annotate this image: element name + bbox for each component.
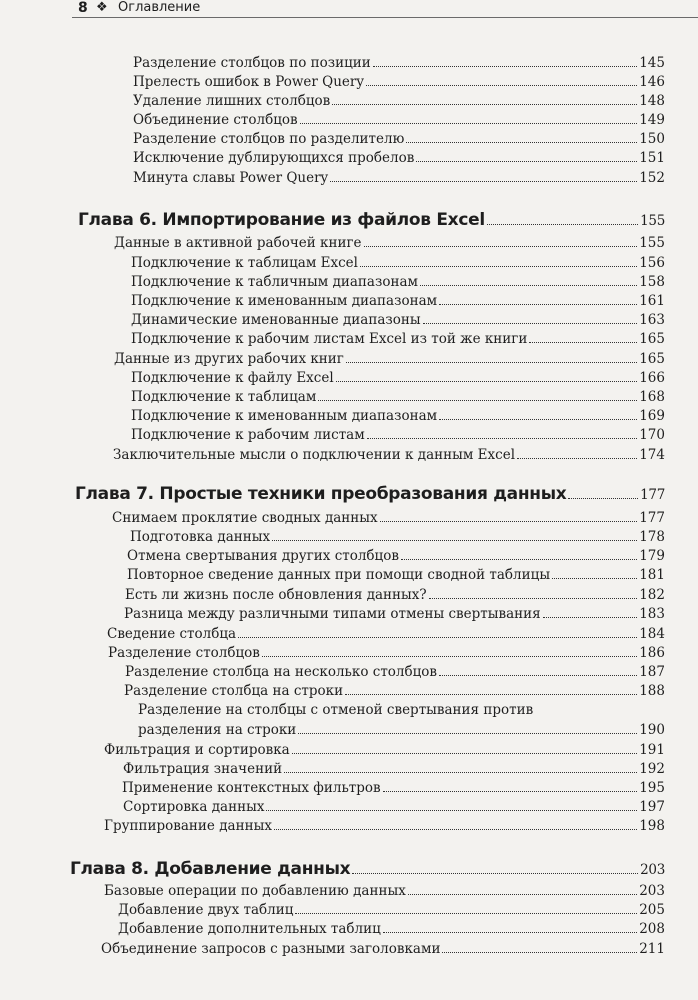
toc-page-number: 168 <box>639 389 665 405</box>
dot-leader <box>336 381 638 382</box>
dot-leader <box>439 419 637 420</box>
toc-page-number: 148 <box>639 93 665 109</box>
toc-page-number: 178 <box>639 529 665 545</box>
toc-entry-title: Фильтрация и сортировка <box>104 742 290 758</box>
dot-leader <box>298 733 637 734</box>
toc-page-number: 203 <box>639 883 665 899</box>
toc-entry <box>133 55 665 71</box>
toc-page-number: 163 <box>639 312 665 328</box>
toc-page-number: 145 <box>639 55 665 71</box>
toc-entry <box>130 529 665 545</box>
dot-leader <box>300 123 638 124</box>
toc-page-number: 149 <box>639 112 665 128</box>
toc-page-number: 182 <box>639 587 665 603</box>
toc-entry <box>131 255 665 271</box>
dot-leader <box>408 894 637 895</box>
dot-leader <box>420 285 637 286</box>
dot-leader <box>330 181 637 182</box>
toc-page-number: 155 <box>639 235 665 251</box>
toc-entry-title: Объединение запросов с разными заголовками <box>101 941 441 957</box>
toc-entry <box>124 606 665 622</box>
toc-page-number: 197 <box>639 799 665 815</box>
toc-entry-title: Применение контекстных фильтров <box>122 780 381 796</box>
toc-entry <box>118 902 665 918</box>
toc-page-number: 198 <box>639 818 665 834</box>
toc-page-number: 177 <box>640 487 665 503</box>
toc-entry <box>114 351 665 367</box>
toc-entry <box>131 331 665 347</box>
toc-entry-title: разделения на строки <box>138 722 297 738</box>
chapter-title: Глава 6. Импортирование из файлов Excel <box>78 210 485 230</box>
toc-page-number: 191 <box>639 742 665 758</box>
header-rule <box>72 17 698 18</box>
toc-entry <box>112 510 665 526</box>
toc-page-number: 187 <box>639 664 665 680</box>
toc-entry <box>104 883 665 899</box>
dot-leader <box>552 578 637 579</box>
toc-page-number: 203 <box>640 862 665 878</box>
running-head <box>0 0 698 22</box>
dot-leader <box>543 617 638 618</box>
toc-entry-title: Снимаем проклятие сводных данных <box>112 510 378 526</box>
toc-entry-title: Подключение к именованным диапазонам <box>131 293 438 309</box>
toc-page-number: 181 <box>639 567 665 583</box>
toc-entry-title: Разделение столбцов по разделителю <box>133 131 405 147</box>
toc-entry <box>108 645 665 661</box>
dot-leader <box>295 913 637 914</box>
toc-entry <box>133 74 665 90</box>
toc-page-number: 165 <box>639 331 665 347</box>
toc-entry-title: Повторное сведение данных при помощи сводной таблицы <box>127 567 551 583</box>
toc-entry-title: Группирование данных <box>104 818 272 834</box>
page-number: 8 <box>78 0 88 16</box>
toc-entry <box>125 587 665 603</box>
dot-leader <box>423 323 638 324</box>
dot-leader <box>517 458 637 459</box>
dot-leader <box>262 656 637 657</box>
toc-entry-title: Есть ли жизнь после обновления данных? <box>125 587 427 603</box>
dot-leader <box>274 829 637 830</box>
toc-entry <box>101 941 665 957</box>
dot-leader <box>292 753 638 754</box>
toc-entry-title: Сортировка данных <box>123 799 265 815</box>
toc-entry-title: Сведение столбца <box>107 626 237 642</box>
toc-entry-title: Данные в активной рабочей книге <box>114 235 362 251</box>
toc-entry-title: Базовые операции по добавлению данных <box>104 883 406 899</box>
running-head-title: Оглавление <box>118 0 201 15</box>
toc-chapter-entry <box>70 859 665 879</box>
dot-leader <box>360 266 637 267</box>
toc-page-number: 174 <box>639 447 665 463</box>
toc-entry <box>133 170 665 186</box>
toc-page-number: 190 <box>639 722 665 738</box>
toc-page-number: 166 <box>639 370 665 386</box>
toc-entry-title: Динамические именованные диапазоны <box>131 312 421 328</box>
toc-entry-title: Разделение столбцов <box>108 645 260 661</box>
toc-entry <box>123 761 665 777</box>
toc-page-number: 155 <box>640 213 665 229</box>
toc-entry <box>133 93 665 109</box>
toc-page-number: 192 <box>639 761 665 777</box>
toc-page-number: 170 <box>639 427 665 443</box>
dot-leader <box>439 304 637 305</box>
toc-entry-title: Подключение к табличным диапазонам <box>131 274 419 290</box>
toc-entry-title: Разделение столбцов по позиции <box>133 55 371 71</box>
toc-entry-title-line1: Разделение на столбцы с отменой свертывания против <box>138 702 534 718</box>
toc-entry-title: Добавление двух таблиц <box>118 902 294 918</box>
dot-leader <box>406 142 637 143</box>
chapter-title: Глава 8. Добавление данных <box>70 859 351 879</box>
toc-page-number: 152 <box>639 170 665 186</box>
toc-entry-title: Удаление лишних столбцов <box>133 93 331 109</box>
toc-page-number: 146 <box>639 74 665 90</box>
toc-page-number: 165 <box>639 351 665 367</box>
toc-chapter-entry <box>78 210 665 230</box>
toc-page-number: 177 <box>639 510 665 526</box>
toc-entry <box>133 150 665 166</box>
toc-entry <box>104 742 665 758</box>
dot-leader <box>352 873 638 874</box>
toc-entry <box>131 389 665 405</box>
dot-leader <box>416 161 637 162</box>
dot-leader <box>383 932 637 933</box>
toc-entry-title: Подключение к рабочим листам Excel из той же книги <box>131 331 528 347</box>
dot-leader <box>266 810 637 811</box>
toc-entry-title: Подключение к именованным диапазонам <box>131 408 438 424</box>
toc-entry-title: Данные из других рабочих книг <box>114 351 344 367</box>
dot-leader <box>383 791 638 792</box>
toc-entry-title: Подключение к файлу Excel <box>131 370 334 386</box>
toc-entry-title: Минута славы Power Query <box>133 170 329 186</box>
dot-leader <box>373 66 637 67</box>
toc-chapter-entry <box>75 484 665 504</box>
dot-leader <box>346 362 637 363</box>
dot-leader <box>429 598 638 599</box>
toc-page-number: 205 <box>639 902 665 918</box>
toc-entry <box>127 567 665 583</box>
diamond-ornament-icon: ❖ <box>96 0 108 15</box>
dot-leader <box>345 694 637 695</box>
toc-entry-title: Подготовка данных <box>130 529 271 545</box>
dot-leader <box>272 540 637 541</box>
toc-entry-title: Подключение к таблицам Excel <box>131 255 358 271</box>
toc-entry-title: Разница между различными типами отмены свертывания <box>124 606 541 622</box>
dot-leader <box>364 246 638 247</box>
toc-entry-title: Прелесть ошибок в Power Query <box>133 74 364 90</box>
toc-entry <box>124 683 665 699</box>
toc-entry <box>123 722 665 738</box>
dot-leader <box>568 498 638 499</box>
toc-entry <box>131 312 665 328</box>
toc-entry <box>131 408 665 424</box>
toc-entry <box>104 818 665 834</box>
toc-entry <box>107 626 665 642</box>
dot-leader <box>332 104 637 105</box>
toc-page-number: 211 <box>639 941 665 957</box>
dot-leader <box>284 772 637 773</box>
toc-page-number: 179 <box>639 548 665 564</box>
toc-entry-title: Отмена свертывания других столбцов <box>127 548 399 564</box>
chapter-title: Глава 7. Простые техники преобразования данных <box>75 484 567 504</box>
toc-entry <box>131 370 665 386</box>
toc-entry <box>125 664 665 680</box>
toc-entry <box>122 780 665 796</box>
toc-entry <box>133 112 665 128</box>
toc-entry-title: Разделение столбца на строки <box>124 683 344 699</box>
dot-leader <box>318 400 637 401</box>
dot-leader <box>366 85 637 86</box>
toc-page-number: 188 <box>639 683 665 699</box>
toc-page-number: 151 <box>639 150 665 166</box>
dot-leader <box>487 224 638 225</box>
toc-page-number: 169 <box>639 408 665 424</box>
toc-entry-title: Разделение столбца на несколько столбцов <box>125 664 438 680</box>
toc-page-number: 150 <box>639 131 665 147</box>
toc-page-number: 161 <box>639 293 665 309</box>
dot-leader <box>442 952 637 953</box>
toc-page-number: 158 <box>639 274 665 290</box>
toc-entry <box>113 447 665 463</box>
toc-page-number: 208 <box>639 921 665 937</box>
toc-entry-title: Заключительные мысли о подключении к данным Excel <box>113 447 516 463</box>
toc-entry <box>123 799 665 815</box>
dot-leader <box>238 637 637 638</box>
toc-entry <box>133 131 665 147</box>
toc-entry-title: Объединение столбцов <box>133 112 298 128</box>
toc-entry <box>131 274 665 290</box>
dot-leader <box>380 521 638 522</box>
toc-page-number: 183 <box>639 606 665 622</box>
toc-page-number: 156 <box>639 255 665 271</box>
dot-leader <box>367 438 638 439</box>
toc-page-number: 195 <box>639 780 665 796</box>
toc-entry <box>131 293 665 309</box>
toc-entry-title: Фильтрация значений <box>123 761 283 777</box>
toc-entry-title: Добавление дополнительных таблиц <box>118 921 381 937</box>
toc-entry-title: Подключение к таблицам <box>131 389 317 405</box>
dot-leader <box>439 675 637 676</box>
toc-entry <box>127 548 665 564</box>
dot-leader <box>401 559 637 560</box>
toc-page-number: 184 <box>639 626 665 642</box>
toc-entry-title: Исключение дублирующихся пробелов <box>133 150 415 166</box>
toc-entry <box>131 427 665 443</box>
dot-leader <box>529 342 637 343</box>
toc-entry <box>118 921 665 937</box>
toc-page-number: 186 <box>639 645 665 661</box>
toc-entry <box>114 235 665 251</box>
toc-entry-title: Подключение к рабочим листам <box>131 427 365 443</box>
